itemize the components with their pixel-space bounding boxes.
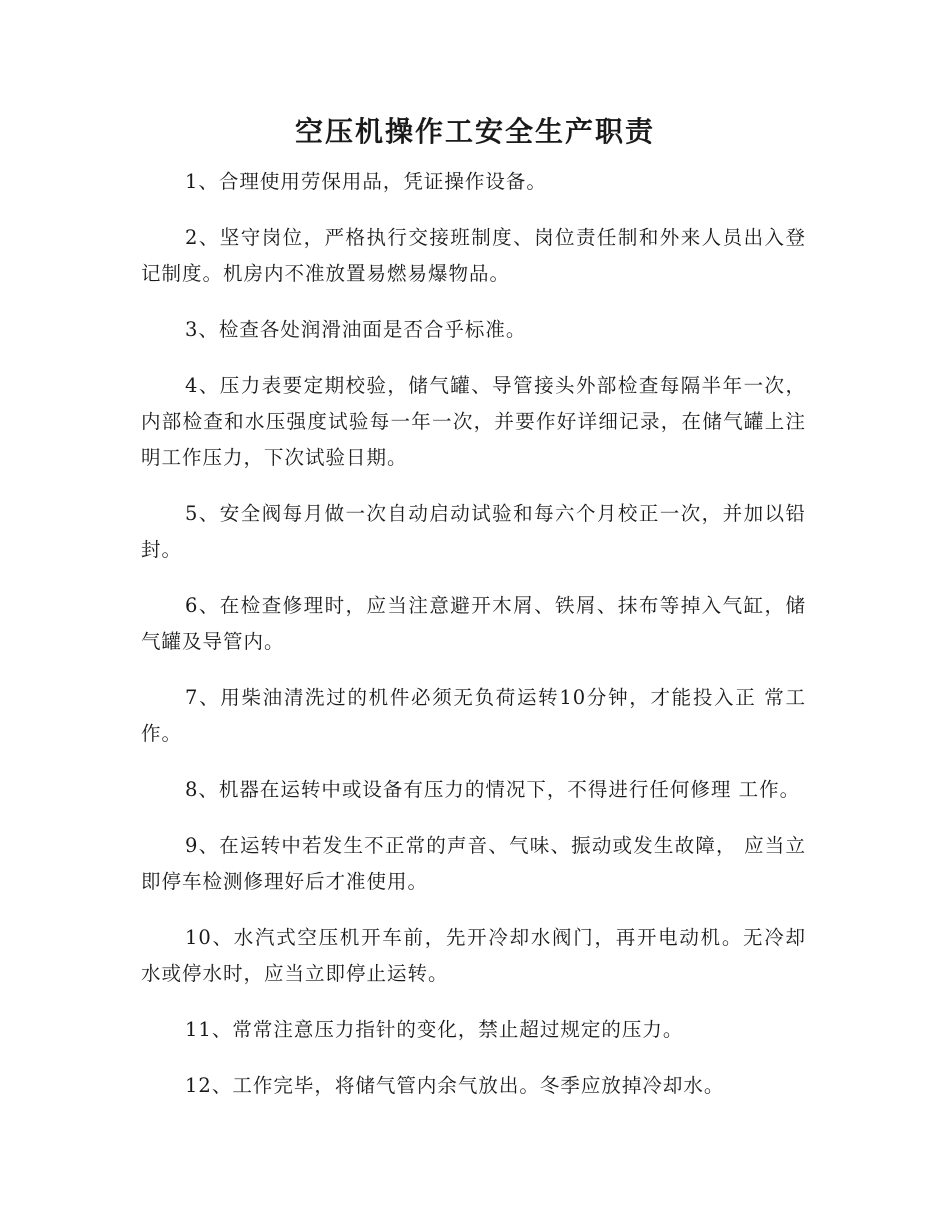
document-body xyxy=(141,164,806,1124)
paragraph-10: 10、水汽式空压机开车前，先开冷却水阀门，再开电动机。无冷却水或停水时，应当立即停止运转。 xyxy=(141,926,806,985)
paragraph-9: 9、在运转中若发生不正常的声音、气味、振动或发生故障， 应当立即停车检测修理好后才准使用。 xyxy=(141,834,806,893)
paragraph-6: 6、在检查修理时，应当注意避开木屑、铁屑、抹布等掉入气缸，储气罐及导管内。 xyxy=(141,594,806,653)
paragraph-7: 7、用柴油清洗过的机件必须无负荷运转10分钟，才能投入正 常工作。 xyxy=(141,686,806,745)
paragraph-1: 1、合理使用劳保用品，凭证操作设备。 xyxy=(185,170,547,193)
paragraph-2: 2、坚守岗位，严格执行交接班制度、岗位责任制和外来人员出入登记制度。机房内不准放置易燃易爆物品。 xyxy=(141,226,806,285)
paragraph-3: 3、检查各处润滑油面是否合乎标准。 xyxy=(185,318,527,341)
paragraph-12: 12、工作完毕，将储气管内余气放出。冬季应放掉冷却水。 xyxy=(185,1074,725,1097)
paragraph-4: 4、压力表要定期校验，储气罐、导管接头外部检查每隔半年一次，内部检查和水压强度试验每一年一次，并要作好详细记录，在储气罐上注明工作压力，下次试验日期。 xyxy=(141,374,806,469)
paragraph-11: 11、常常注意压力指针的变化，禁止超过规定的压力。 xyxy=(185,1018,684,1041)
document-title: 空压机操作工安全生产职责 xyxy=(294,115,655,148)
paragraph-5: 5、安全阀每月做一次自动启动试验和每六个月校正一次，并加以铅封。 xyxy=(141,502,806,561)
paragraph-8: 8、机器在运转中或设备有压力的情况下，不得进行任何修理 工作。 xyxy=(185,778,801,801)
